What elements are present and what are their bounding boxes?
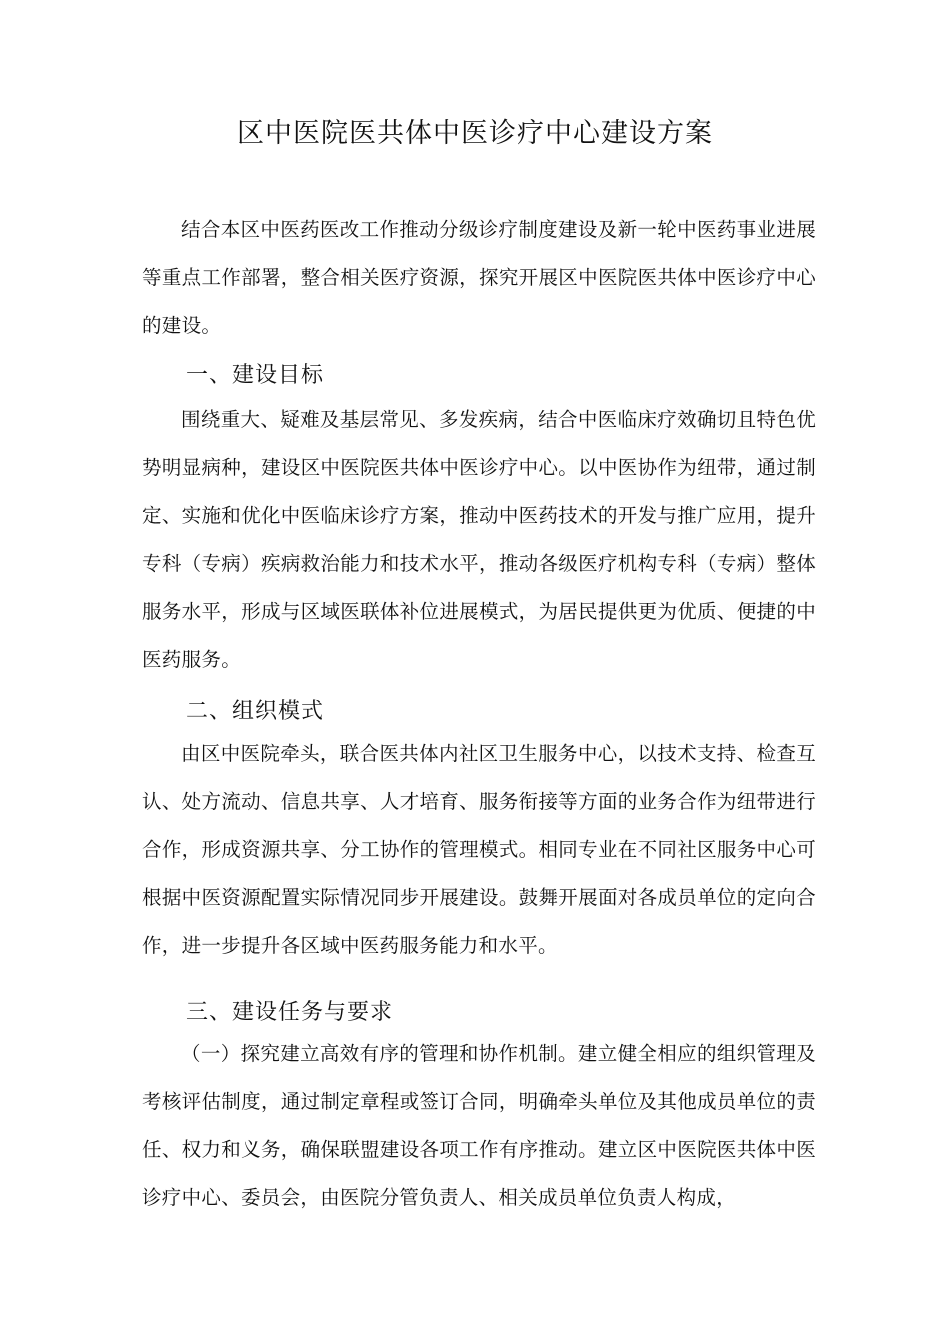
section-heading-goals: 一、建设目标 xyxy=(186,363,325,388)
section-paragraph-goals: 围绕重大、疑难及基层常见、多发疾病，结合中医临床疗效确切且特色优势明显病种，建设区中医院医共体中医诊疗中心。以中医协作为纽带，通过制定、实施和优化中医临床诊疗方案，推动中医药技术的开发与推广应用，提升专科（专病）疾病救治能力和技术水平，推动各级医疗机构专科（专病）整体服务水平，形成与区域医联体补位进展模式，为居民提供更为优质、便捷的中医药服务。 xyxy=(142,408,816,671)
document-title: 区中医院医共体中医诊疗中心建设方案 xyxy=(237,118,713,149)
intro-paragraph: 结合本区中医药医改工作推动分级诊疗制度建设及新一轮中医药事业进展等重点工作部署，整合相关医疗资源，探究开展区中医院医共体中医诊疗中心的建设。 xyxy=(142,218,816,337)
section-paragraph-tasks: （一）探究建立高效有序的管理和协作机制。建立健全相应的组织管理及考核评估制度，通过制定章程或签订合同，明确牵头单位及其他成员单位的责任、权力和义务，确保联盟建设各项工作有序推动。建立区中医院医共体中医诊疗中心、委员会，由医院分管负责人、相关成员单位负责人构成， xyxy=(142,1042,816,1209)
section-heading-organization: 二、组织模式 xyxy=(186,699,325,724)
document-body xyxy=(142,206,816,1222)
section-heading-tasks: 三、建设任务与要求 xyxy=(186,1000,394,1025)
section-paragraph-organization: 由区中医院牵头，联合医共体内社区卫生服务中心，以技术支持、检查互认、处方流动、信息共享、人才培育、服务衔接等方面的业务合作为纽带进行合作，形成资源共享、分工协作的管理模式。相同专业在不同社区服务中心可根据中医资源配置实际情况同步开展建设。鼓舞开展面对各成员单位的定向合作，进一步提升各区域中医药服务能力和水平。 xyxy=(142,742,816,957)
